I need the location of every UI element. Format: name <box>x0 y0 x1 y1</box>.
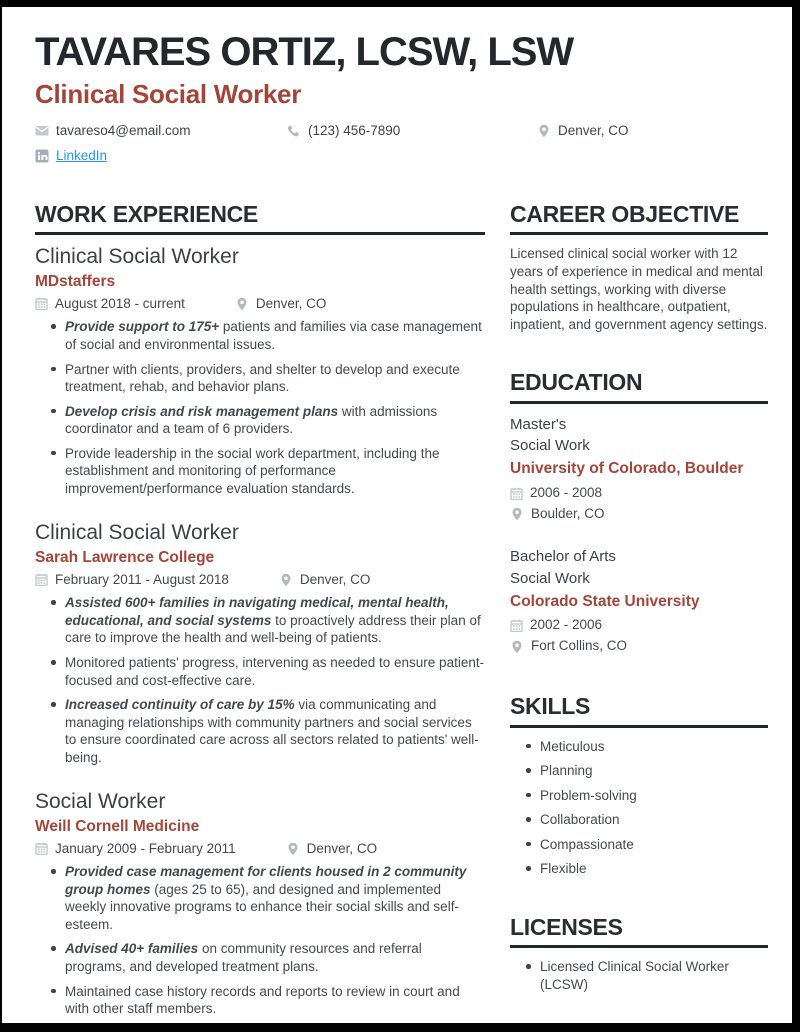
bullet-item: Monitored patients' progress, intervening as needed to ensure patient-focused and cost-effective care. <box>53 654 485 689</box>
job-location <box>286 841 378 856</box>
job-dates <box>35 841 236 856</box>
linkedin-link[interactable]: LinkedIn <box>56 148 108 163</box>
education-field: Social Work <box>510 437 590 455</box>
job-company: MDstaffers <box>35 273 116 291</box>
education-school: University of Colorado, Boulder <box>510 460 744 478</box>
job-location-text: Denver, CO <box>255 296 327 312</box>
job-location-text: Denver, CO <box>299 572 371 588</box>
resume-header <box>35 31 770 163</box>
job-entry <box>35 245 485 497</box>
calendar-icon <box>35 842 48 855</box>
education-location <box>510 504 768 525</box>
bullet-item: Maintained case history records and reports to review in court and with other staff members. <box>53 983 485 1018</box>
job-company: Sarah Lawrence College <box>35 549 215 567</box>
contact-email <box>35 123 287 138</box>
education-degree: Bachelor of Arts <box>510 548 616 566</box>
job-bullets <box>35 863 485 1017</box>
job-entry <box>35 790 485 1017</box>
education-heading: EDUCATION <box>510 369 768 403</box>
candidate-name: TAVARES ORTIZ, LCSW, LSW <box>35 30 574 74</box>
job-location-text: Denver, CO <box>306 841 378 857</box>
job-company: Weill Cornell Medicine <box>35 818 200 836</box>
education-dates-text: 2006 - 2008 <box>530 484 603 500</box>
bullet-lead: Assisted 600+ families in navigating medical, mental health, educational, and social systems <box>65 595 449 628</box>
bullet-item: Develop crisis and risk management plans with admissions coordinator and a team of 6 providers. <box>53 403 485 438</box>
email-text: tavareso4@email.com <box>56 123 191 138</box>
bullet-item: Partner with clients, providers, and shelter to develop and execute treatment, rehab, and behavior plans. <box>53 361 485 396</box>
education-dates-text: 2002 - 2006 <box>530 617 603 633</box>
job-dates-text: January 2009 - February 2011 <box>55 841 236 857</box>
bullet-item: Advised 40+ families on community resources and referral programs, and developed treatment plans. <box>53 940 485 975</box>
bullet-item: Provide support to 175+ patients and families via case management of social and environmental issues. <box>53 318 485 353</box>
email-icon <box>35 124 49 138</box>
contact-linkedin <box>35 148 107 163</box>
phone-text: (123) 456-7890 <box>308 123 401 138</box>
location-pin-icon <box>286 842 300 856</box>
education-list <box>510 414 768 658</box>
education-school: Colorado State University <box>510 592 700 610</box>
education-location-text: Fort Collins, CO <box>531 638 628 654</box>
job-title: Clinical Social Worker <box>35 245 239 269</box>
education-location <box>510 636 768 657</box>
license-item: Licensed Clinical Social Worker (LCSW) <box>528 958 768 993</box>
skills-list <box>510 738 768 878</box>
work-experience-heading: WORK EXPERIENCE <box>35 201 485 235</box>
job-list <box>35 245 485 1017</box>
bullet-item: Provided case management for clients housed in 2 community group homes (ages 25 to 65), and designed and implemented weekly innovative programs to enhance their social skills and self-esteem. <box>53 863 485 933</box>
job-dates-text: February 2011 - August 2018 <box>55 572 229 588</box>
education-dates <box>510 615 768 636</box>
job-location <box>279 572 371 587</box>
skill-item: Compassionate <box>528 836 768 854</box>
bullet-lead: Provide support to 175+ <box>65 319 220 335</box>
calendar-icon <box>35 297 48 310</box>
contact-row-1 <box>35 123 770 138</box>
contact-location <box>537 123 629 138</box>
education-location-text: Boulder, CO <box>531 505 605 521</box>
resume-body <box>35 201 770 1032</box>
job-title: Social Worker <box>35 790 166 814</box>
job-title: Clinical Social Worker <box>35 521 239 545</box>
job-entry <box>35 521 485 766</box>
candidate-title: Clinical Social Worker <box>35 79 302 109</box>
bullet-lead: Provided case management for clients housed in 2 community group homes <box>65 864 467 897</box>
licenses-list <box>510 958 768 993</box>
bullet-lead: Increased continuity of care by 15% <box>65 697 295 713</box>
skill-item: Flexible <box>528 860 768 878</box>
bullet-item: Increased continuity of care by 15% via communicating and managing relationships with community partners and social services to ensure coordinated care across all sectors related to patients' well-being. <box>53 696 485 766</box>
job-meta-row <box>35 841 485 856</box>
skills-heading: SKILLS <box>510 693 768 727</box>
job-meta-row <box>35 296 485 311</box>
left-column <box>35 201 485 1032</box>
bullet-item: Provide leadership in the social work department, including the establishment and monitoring of performance improvement/performance evaluation standards. <box>53 445 485 498</box>
job-dates <box>35 296 185 311</box>
location-pin-icon <box>235 297 249 311</box>
job-location <box>235 296 327 311</box>
licenses-section <box>510 914 768 994</box>
job-dates-text: August 2018 - current <box>55 296 185 312</box>
licenses-heading: LICENSES <box>510 914 768 948</box>
skills-section <box>510 693 768 878</box>
contact-phone <box>287 123 537 138</box>
job-bullets <box>35 594 485 766</box>
location-pin-icon <box>279 573 293 587</box>
career-objective-heading: CAREER OBJECTIVE <box>510 201 768 235</box>
skill-item: Planning <box>528 762 768 780</box>
bullet-lead: Advised 40+ families <box>65 941 199 957</box>
location-pin-icon <box>510 640 524 654</box>
education-section <box>510 369 768 657</box>
linkedin-icon <box>35 149 49 163</box>
job-bullets <box>35 318 485 497</box>
education-entry <box>510 414 768 525</box>
job-meta-row <box>35 572 485 587</box>
education-field: Social Work <box>510 570 590 588</box>
education-dates <box>510 483 768 504</box>
skill-item: Meticulous <box>528 738 768 756</box>
phone-icon <box>287 124 301 138</box>
education-degree: Master's <box>510 415 567 433</box>
bullet-lead: Develop crisis and risk management plans <box>65 403 339 419</box>
location-text: Denver, CO <box>558 123 629 138</box>
calendar-icon <box>510 487 523 500</box>
contact-row-2 <box>35 148 770 163</box>
location-pin-icon <box>537 124 551 138</box>
location-pin-icon <box>510 507 524 521</box>
right-column <box>510 201 768 1032</box>
calendar-icon <box>35 573 48 586</box>
skill-item: Collaboration <box>528 811 768 829</box>
career-objective-section <box>510 201 768 333</box>
objective-text: Licensed clinical social worker with 12 years of experience in medical and mental health settings, working with diverse populations in healthcare, outpatient, inpatient, and government agency settings. <box>510 246 768 332</box>
education-entry <box>510 546 768 657</box>
job-dates <box>35 572 229 587</box>
bullet-item: Assisted 600+ families in navigating medical, mental health, educational, and social systems to proactively address their plan of care to improve the health and well-being of patients. <box>53 594 485 647</box>
skill-item: Problem-solving <box>528 787 768 805</box>
calendar-icon <box>510 619 523 632</box>
